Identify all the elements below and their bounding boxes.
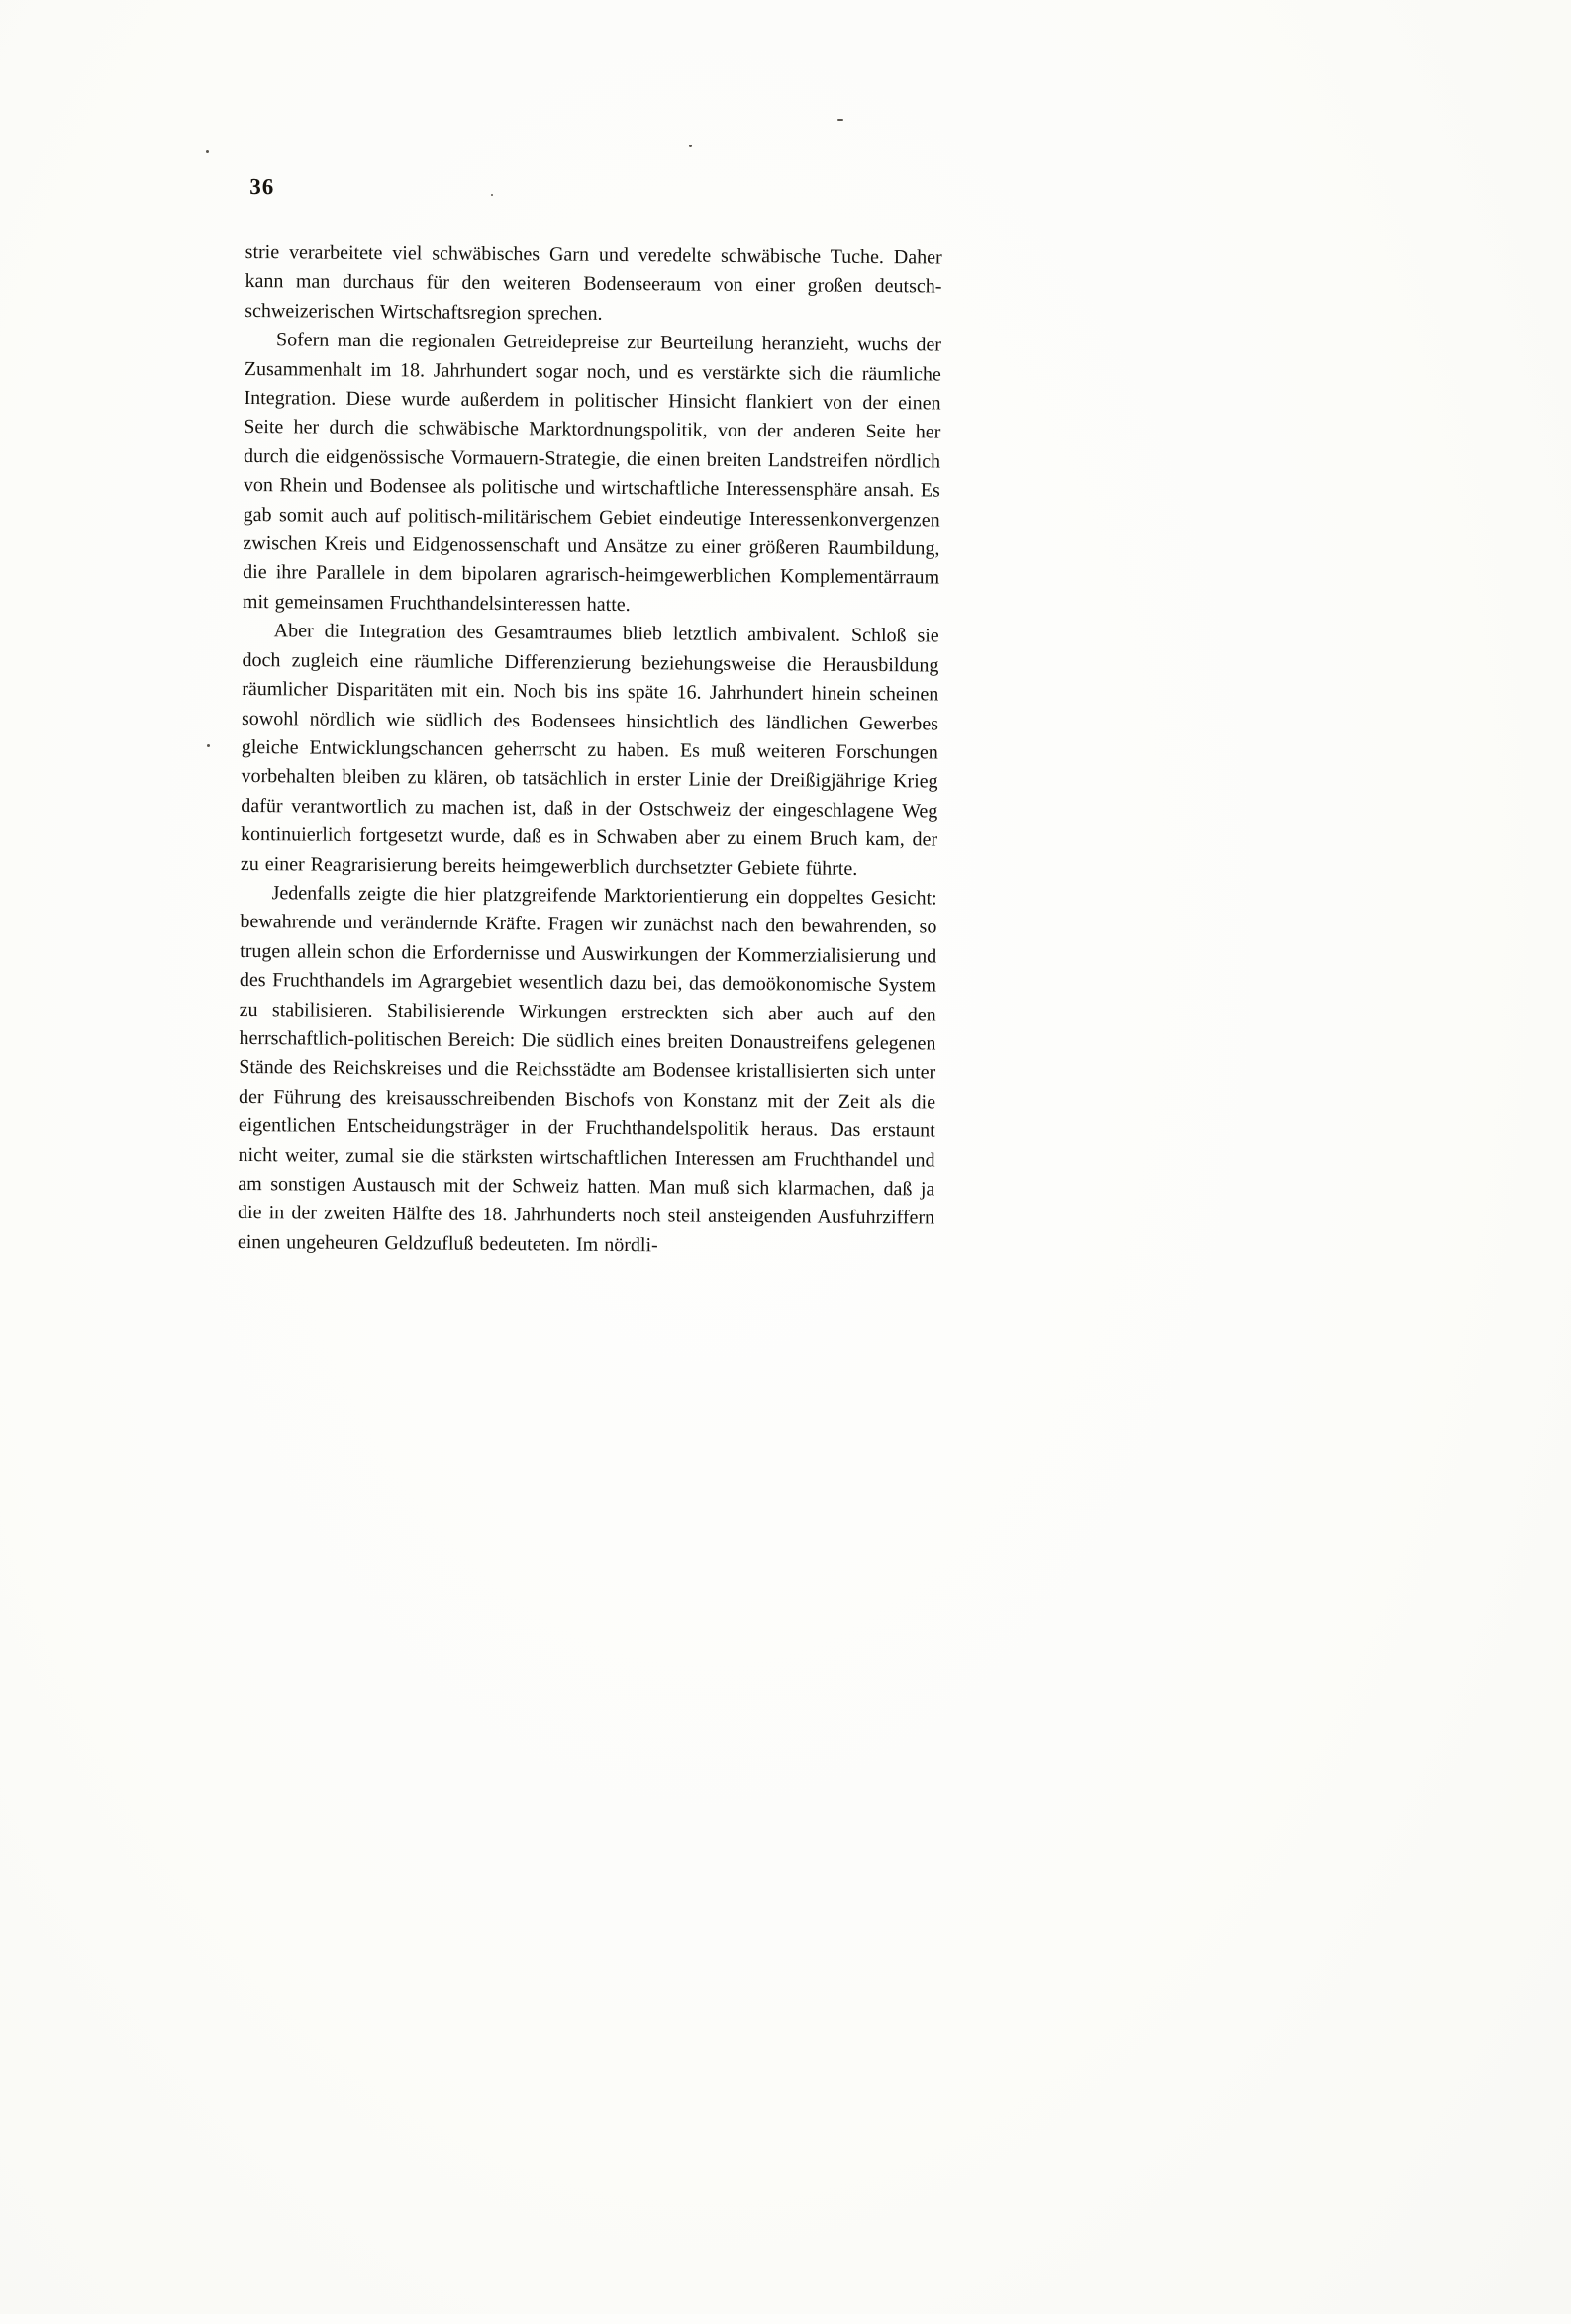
paragraph-2: Sofern man die regionalen Getreidepreise zur Beurteilung heranzieht, wuchs der Zusammenhalt im 18. Jahrhundert sogar noch, und es verstärkte sich die räumliche Integration. Diese wurde außerdem in politischer Hinsicht flankiert von der einen Seite her durch die schwäbische Marktordnungspolitik, von der anderen Seite her durch die eidgenössische Vormauern-Strategie, die einen breiten Landstreifen nördlich von Rhein und Bodensee als politische und wirtschaftliche Interessensphäre ansah. Es gab somit auch auf politisch-militärischem Gebiet eindeutige Interessenkonvergenzen zwischen Kreis und Eidgenossenschaft und Ansätze zu einer größeren Raumbildung, die ihre Parallele in dem bipolaren agrarisch-heimgewerblichen Komplementärraum mit gemeinsamen Fruchthandelsinteressen hatte.	[242, 329, 942, 616]
body-text	[238, 239, 942, 1263]
paragraph-continuation: strie verarbeitete viel schwäbisches Garn und veredelte schwäbische Tuche. Daher kann man durchaus für den weiteren Bodenseeraum von einer großen deutsch-schweizerischen Wirtschaftsregion sprechen.	[245, 241, 942, 325]
paragraph-3: Aber die Integration des Gesamtraumes blieb letztlich ambivalent. Schloß sie doch zugleich eine räumliche Differenzierung beziehungsweise die Herausbildung räumlicher Disparitäten mit ein. Noch bis ins späte 16. Jahrhundert hinein scheinen sowohl nördlich wie südlich des Bodensees hinsichtlich des ländlichen Gewerbes gleiche Entwicklungschancen geherrscht zu haben. Es muß weiteren Forschungen vorbehalten bleiben zu klären, ob tatsächlich in erster Linie der Dreißigjährige Krieg dafür verantwortlich zu machen ist, daß in der Ostschweiz der eingeschlagene Weg kontinuierlich fortgesetzt wurde, daß es in Schwaben aber zu einem Bruch kam, der zu einer Reagrarisierung bereits heimgewerblich durchsetzter Gebiete führte.	[240, 620, 939, 880]
page-number: 36	[249, 174, 275, 200]
paragraph-4: Jedenfalls zeigte die hier platzgreifende Marktorientierung ein doppeltes Gesicht: bewahrende und verändernde Kräfte. Fragen wir zunächst nach den bewahrenden, so trugen allein schon die Erfordernisse und Auswirkungen der Kommerzialisierung und des Fruchthandels im Agrargebiet wesentlich dazu bei, das demoökonomische System zu stabilisieren. Stabilisierende Wirkungen erstreckten sich aber auch auf den herrschaftlich-politischen Bereich: Die südlich eines breiten Donaustreifens gelegenen Stände des Reichskreises und die Reichsstädte am Bodensee kristallisierten sich unter der Führung des kreisausschreibenden Bischofs von Konstanz mit der Zeit als die eigentlichen Entscheidungsträger in der Fruchthandelspolitik heraus. Das erstaunt nicht weiter, zumal sie die stärksten wirtschaftlichen Interessen am Fruchthandel und am sonstigen Austausch mit der Schweiz hatten. Man muß sich klarmachen, daß ja die in der zweiten Hälfte des 18. Jahrhunderts noch steil ansteigenden Ausfuhrziffern einen ungeheuren Geldzufluß bedeuteten. Im nördli-	[237, 882, 937, 1257]
